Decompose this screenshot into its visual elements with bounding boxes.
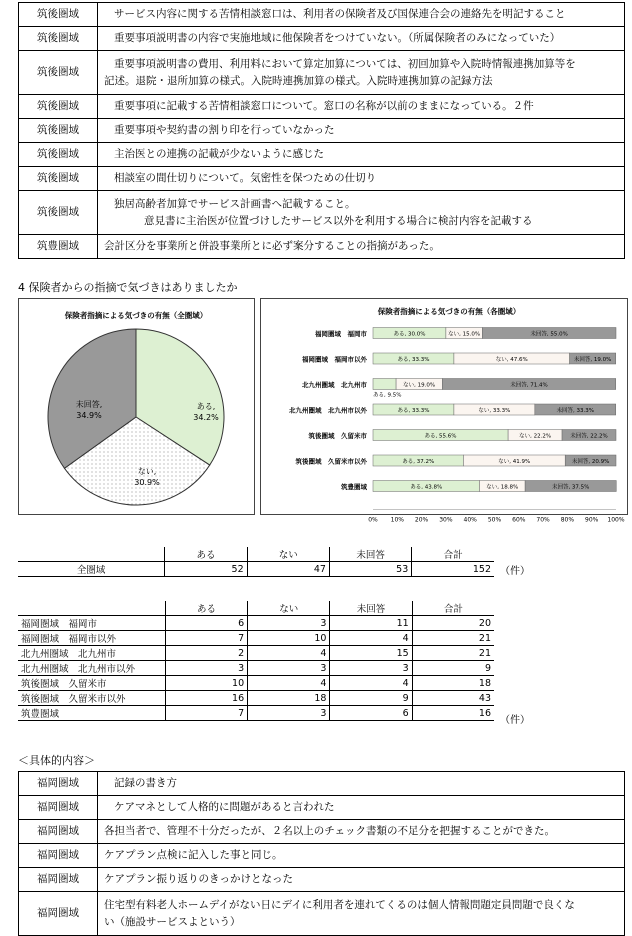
bar-chart-box (260, 298, 628, 524)
finding-area: 筑後圏域 (19, 119, 98, 143)
row-value: 9 (412, 661, 494, 676)
table-row (18, 631, 494, 646)
row-value: 18 (248, 691, 330, 706)
finding-area: 筑後圏域 (19, 51, 98, 95)
row-value: 21 (412, 646, 494, 661)
x-tick-label: 70% (536, 516, 550, 524)
finding-text (98, 235, 625, 259)
bar-data-label: ない, 22.2% (519, 433, 552, 440)
bar-data-label: ある, 33.3% (397, 408, 430, 414)
finding-line: 意見書に主治医が位置づけしたサービス以外を利用する場合に検討内容を記載する (144, 214, 533, 227)
table-header-cell: 未回答 (329, 547, 411, 562)
bar-chart-title: 保険者指摘による気づきの有無（各圏域） (377, 307, 521, 316)
x-tick-label: 60% (512, 516, 526, 524)
row-value: 7 (165, 631, 247, 646)
finding-area: 筑後圏域 (19, 27, 98, 51)
x-tick-label: 20% (414, 516, 429, 524)
x-tick-label: 100% (607, 516, 625, 524)
finding-line: ケアプラン振り返りのきっかけとなった (104, 873, 293, 885)
pie-slice-label: 30.9% (134, 478, 160, 487)
finding-row (19, 51, 625, 95)
finding-area: 福岡圏域 (19, 772, 98, 796)
row-value: 10 (248, 631, 330, 646)
finding-line: サービス内容に関する苦情相談窓口は、利用者の保険者及び国保連合会の連絡先を明記すること (114, 8, 566, 20)
summary-unit: （件） (500, 566, 530, 577)
bar-data-label: ない, 47.6% (495, 357, 528, 363)
pie-slice-label: 未回答, (75, 400, 103, 409)
row-value: 53 (329, 562, 411, 577)
row-label: 北九州圏域 北九州市 (18, 646, 165, 661)
table-header-cell: ない (247, 547, 329, 562)
finding-row (19, 796, 625, 820)
top-findings-table (18, 2, 625, 259)
finding-text (98, 892, 625, 936)
bar-data-label: ない, 19.0% (403, 382, 436, 389)
table-row (18, 616, 494, 631)
bar-category-label: 北九州圏域 北九州市 (302, 381, 367, 389)
table-row (18, 562, 494, 577)
detail-unit: （件） (500, 715, 530, 726)
section-4-heading: 4 保険者からの指摘で気づきはありましたか (18, 281, 238, 294)
finding-line: 重要事項説明書の内容で実施地域に他保険者をつけていない。（所属保険者のみになっていた） (114, 32, 561, 44)
finding-line: 重要事項に記載する苦情相談窓口について。窓口の名称が以前のままになっている。２件 (114, 100, 534, 112)
table-header-cell: ない (248, 601, 330, 616)
finding-text (98, 191, 625, 235)
row-value: 20 (412, 616, 494, 631)
finding-text (98, 27, 625, 51)
row-value: 4 (248, 646, 330, 661)
row-value: 21 (412, 631, 494, 646)
finding-text (98, 119, 625, 143)
finding-text (98, 167, 625, 191)
finding-row (19, 892, 625, 936)
row-value: 3 (330, 661, 412, 676)
finding-line: 記述。退院・退所加算の様式。入院時連携加算の様式。入院時連携加算の記録方法 (104, 74, 493, 87)
finding-text (98, 95, 625, 119)
finding-line: ケアプラン点検に記入した事と同じ。 (104, 849, 283, 861)
finding-line: 各担当者で、管理不十分だったが、２名以上のチェック書類の不足分を把握することができた。 (104, 825, 555, 837)
row-label: 筑豊圏域 (18, 706, 165, 721)
table-row (18, 646, 494, 661)
bar-data-label: ない, 41.9% (498, 459, 531, 465)
finding-area: 筑後圏域 (19, 3, 98, 27)
finding-row (19, 27, 625, 51)
row-value: 2 (165, 646, 247, 661)
row-label: 福岡圏域 福岡市以外 (18, 631, 165, 646)
finding-line: 重要事項や契約書の割り印を行っていなかった (114, 124, 335, 136)
row-value: 10 (165, 676, 247, 691)
bar-data-label: ある, 33.3% (397, 357, 430, 363)
row-value: 6 (165, 616, 247, 631)
pie-chart-title: 保険者指摘による気づきの有無（全圏域） (64, 311, 208, 320)
finding-row (19, 772, 625, 796)
finding-line: 重要事項説明書の費用、利用料において算定加算については、初回加算や入院時情報連携加算等を (114, 57, 576, 70)
row-label: 筑後圏域 久留米市 (18, 676, 165, 691)
finding-area: 福岡圏域 (19, 820, 98, 844)
bar-category-label: 北九州圏域 北九州市以外 (289, 406, 367, 415)
bar-data-label: ある, 30.0% (393, 331, 426, 338)
row-value: 16 (412, 706, 494, 721)
table-header-row (18, 601, 494, 616)
detail-table (18, 601, 494, 721)
row-label: 福岡圏域 福岡市 (18, 616, 165, 631)
pie-slice-label: 34.9% (76, 411, 102, 420)
row-label: 北九州圏域 北九州市以外 (18, 661, 165, 676)
finding-row (19, 143, 625, 167)
bar-category-label: 筑後圏域 久留米市 (308, 432, 367, 440)
pie-slice-label: 34.2% (193, 413, 219, 422)
bar-segment (373, 379, 396, 390)
table-header-cell (18, 547, 165, 562)
finding-line: 住宅型有料老人ホームデイがない日にデイに利用者を連れてくるのは個人情報問題定員問題で良くな (104, 898, 575, 911)
finding-text (98, 772, 625, 796)
bar-category-label: 筑後圏域 久留米市以外 (295, 457, 367, 466)
row-value: 6 (330, 706, 412, 721)
row-label: 筑後圏域 久留米市以外 (18, 691, 165, 706)
row-value: 11 (330, 616, 412, 631)
table-header-cell: ある (165, 547, 247, 562)
row-value: 16 (165, 691, 247, 706)
pie-chart-box (18, 298, 255, 515)
finding-text (98, 3, 625, 27)
row-value: 15 (330, 646, 412, 661)
finding-row (19, 3, 625, 27)
finding-area: 筑後圏域 (19, 143, 98, 167)
row-value: 152 (412, 562, 494, 577)
row-value: 3 (248, 706, 330, 721)
bar-data-label: ない, 33.3% (478, 408, 511, 414)
pie-chart (19, 299, 254, 514)
row-value: 52 (165, 562, 247, 577)
bar-data-label: 未回答, 37.5% (551, 484, 590, 491)
finding-area: 福岡圏域 (19, 892, 98, 936)
bar-data-label: ある, 55.6% (424, 433, 457, 440)
finding-line: 相談室の間仕切りについて。気密性を保つための仕切り (114, 172, 377, 184)
bar-chart (261, 299, 627, 524)
table-header-cell: 未回答 (330, 601, 412, 616)
bar-data-label: 未回答, 22.2% (570, 433, 608, 440)
finding-line: い（施設サービスよという） (104, 915, 241, 928)
finding-text (98, 143, 625, 167)
bar-data-label: 未回答, 55.0% (530, 331, 568, 338)
finding-area: 福岡圏域 (19, 796, 98, 820)
row-value: 7 (165, 706, 247, 721)
row-value: 47 (247, 562, 329, 577)
finding-area: 福岡圏域 (19, 844, 98, 868)
finding-text (98, 796, 625, 820)
row-value: 3 (165, 661, 247, 676)
finding-area: 筑後圏域 (19, 167, 98, 191)
bar-data-label: 未回答, 19.0% (573, 357, 612, 363)
bar-data-label: ある, 9.5% (373, 392, 402, 399)
finding-area: 福岡圏域 (19, 868, 98, 892)
finding-row (19, 868, 625, 892)
table-row (18, 706, 494, 721)
x-tick-label: 40% (463, 516, 477, 524)
finding-row (19, 119, 625, 143)
finding-line: ケアマネとして人格的に問題があると言われた (114, 801, 335, 813)
bar-category-label: 筑豊圏域 (341, 483, 367, 491)
row-value: 3 (248, 661, 330, 676)
table-header-cell: 合計 (412, 601, 494, 616)
table-header-cell (18, 601, 165, 616)
bar-data-label: ない, 15.0% (448, 331, 481, 338)
table-header-row (18, 547, 494, 562)
table-header-cell: ある (165, 601, 247, 616)
finding-row (19, 191, 625, 235)
row-value: 4 (330, 676, 412, 691)
finding-line: 独居高齢者加算でサービス計画書へ記載すること。 (114, 197, 356, 210)
finding-area: 筑後圏域 (19, 191, 98, 235)
bar-category-label: 福岡圏域 福岡市以外 (302, 355, 367, 364)
x-tick-label: 0% (368, 516, 378, 524)
table-row (18, 661, 494, 676)
row-value: 4 (248, 676, 330, 691)
finding-line: 主治医との連携の記載が少ないように感じた (114, 148, 324, 160)
finding-row (19, 167, 625, 191)
summary-table (18, 547, 494, 577)
x-tick-label: 90% (585, 516, 599, 524)
specifics-table (18, 771, 625, 936)
pie-slice-label: ある, (196, 402, 216, 411)
bar-data-label: ある, 43.8% (410, 484, 443, 491)
pie-slice-label: ない, (137, 467, 157, 476)
row-value: 18 (412, 676, 494, 691)
finding-text (98, 820, 625, 844)
finding-area: 筑豊圏域 (19, 235, 98, 259)
finding-row (19, 235, 625, 259)
table-row (18, 691, 494, 706)
row-value: 3 (248, 616, 330, 631)
table-header-cell: 合計 (412, 547, 494, 562)
finding-text (98, 51, 625, 95)
bar-category-label: 福岡圏域 福岡市 (315, 330, 367, 338)
table-row (18, 676, 494, 691)
bar-data-label: 未回答, 71.4% (510, 382, 548, 389)
finding-row (19, 820, 625, 844)
bar-data-label: ある, 37.2% (402, 459, 435, 465)
bar-data-label: 未回答, 33.3% (556, 408, 595, 414)
x-tick-label: 50% (487, 516, 502, 524)
finding-text (98, 868, 625, 892)
finding-row (19, 844, 625, 868)
row-value: 4 (330, 631, 412, 646)
finding-area: 筑後圏域 (19, 95, 98, 119)
row-value: 43 (412, 691, 494, 706)
x-tick-label: 80% (560, 516, 575, 524)
bar-data-label: 未回答, 20.9% (571, 459, 610, 465)
finding-text (98, 844, 625, 868)
x-tick-label: 30% (439, 516, 453, 524)
bar-data-label: ない, 18.8% (486, 484, 519, 491)
row-label: 全圏域 (18, 562, 165, 577)
row-value: 9 (330, 691, 412, 706)
specifics-heading: ＜具体的内容＞ (18, 754, 95, 767)
finding-line: 記録の書き方 (114, 777, 177, 789)
finding-row (19, 95, 625, 119)
x-tick-label: 10% (390, 516, 404, 524)
finding-line: 会計区分を事業所と併設事業所とに必ず案分することの指摘があった。 (104, 240, 440, 252)
